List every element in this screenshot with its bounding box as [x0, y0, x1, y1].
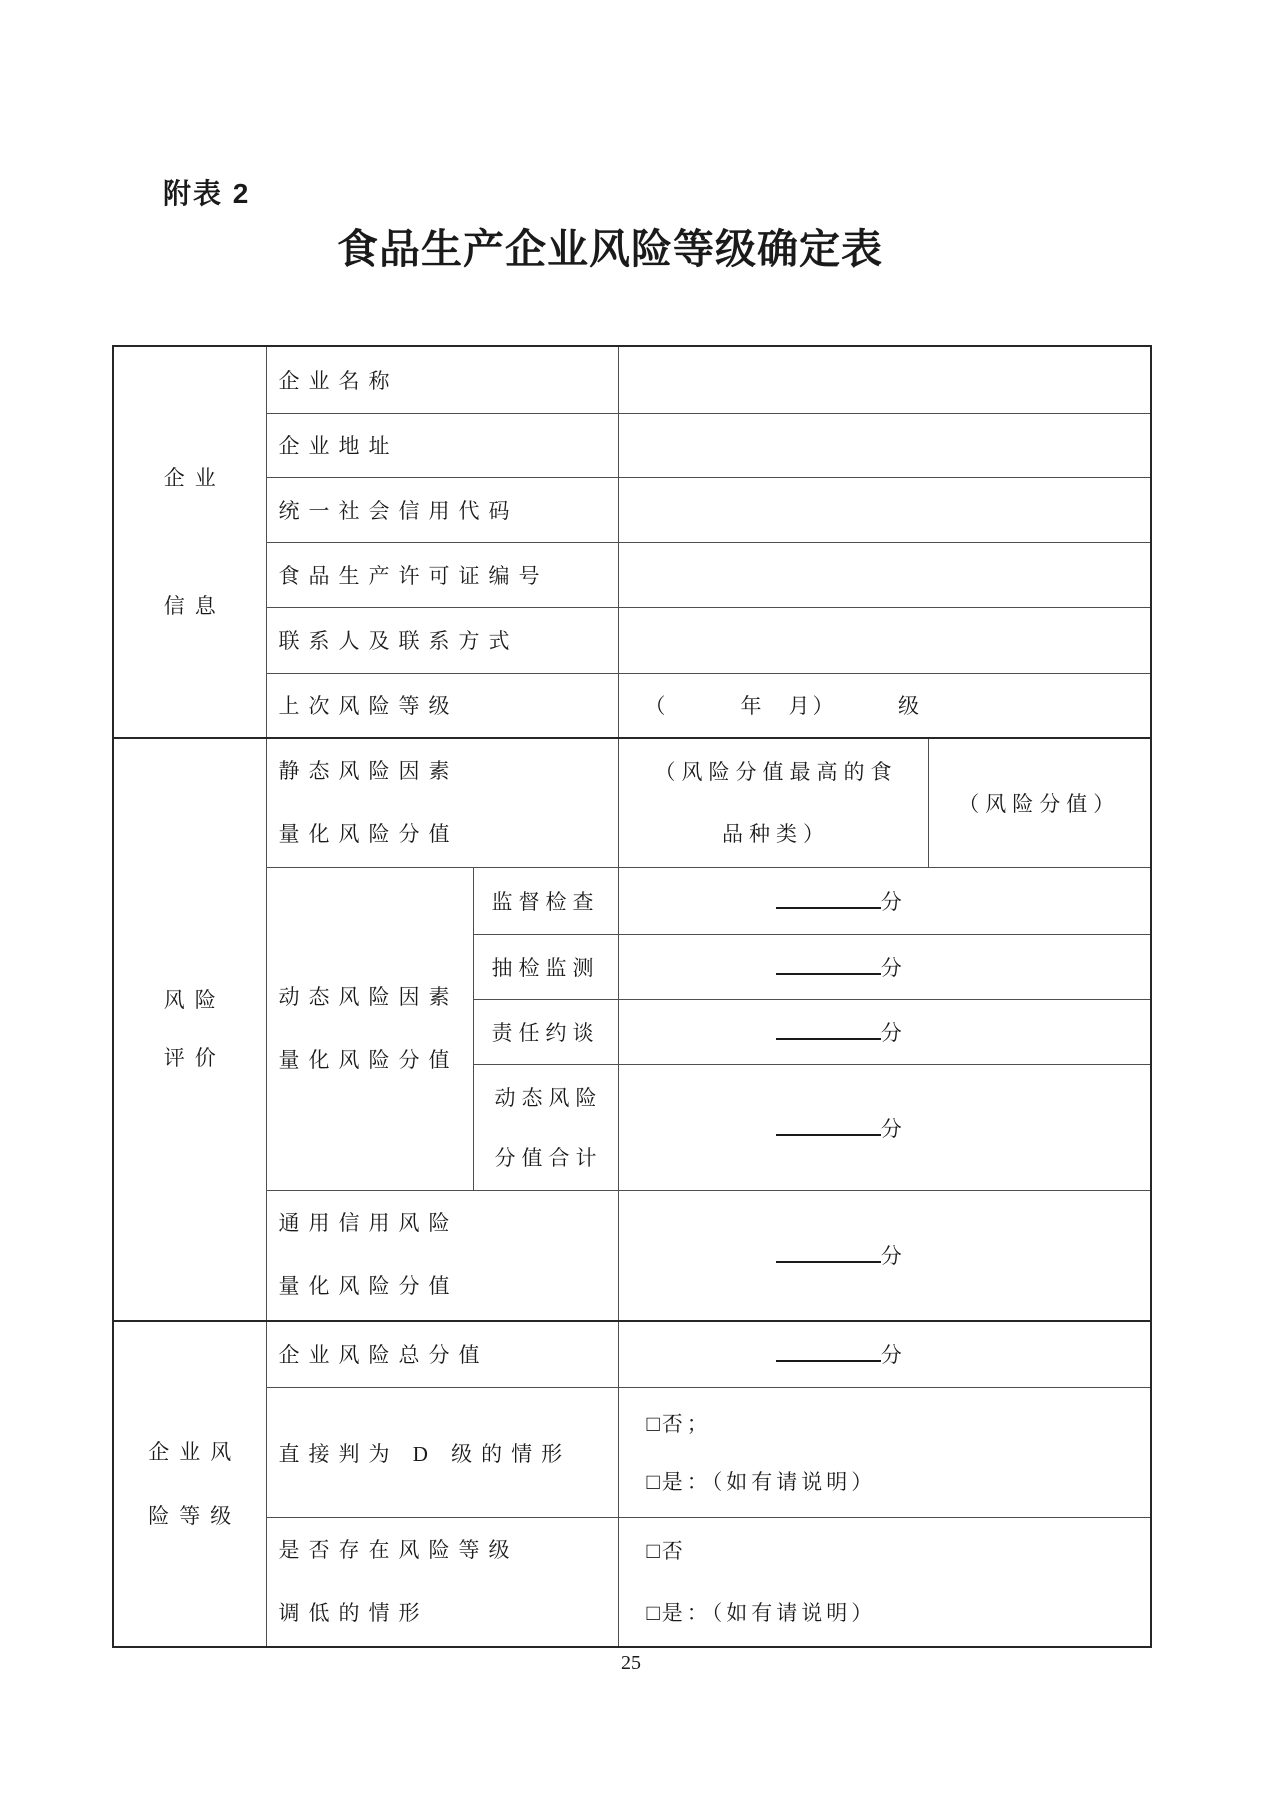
value-dynamic-total-score: 分: [618, 1065, 1151, 1191]
checkbox-icon: □: [646, 1600, 662, 1625]
value-contact: [618, 607, 1151, 673]
value-interview-score: 分: [618, 1000, 1151, 1065]
value-credit-code: [618, 477, 1151, 542]
group-label-line: 企业风: [148, 1439, 242, 1464]
label-dynamic-risk: 动态风险因素 量化风险分值: [266, 868, 473, 1191]
option-yes: □是：（如有请说明）: [646, 1468, 877, 1494]
checkbox-icon: □: [646, 1538, 662, 1563]
table-row: [113, 1321, 1151, 1388]
label-sampling-monitor: 抽检监测: [473, 935, 618, 1000]
table-row: [113, 1191, 1151, 1321]
table-row: [113, 673, 1151, 738]
risk-grade-table: [112, 345, 1152, 1648]
label-credit-code: 统一社会信用代码: [266, 477, 618, 542]
table-row: [113, 346, 1151, 413]
label-credit-risk: 通用信用风险 量化风险分值: [266, 1191, 618, 1321]
value-credit-risk-score: 分: [618, 1191, 1151, 1321]
value-enterprise-name: [618, 346, 1151, 413]
value-direct-d-grade: [618, 1388, 1151, 1518]
group-label-line: 险等级: [148, 1503, 242, 1528]
value-sampling-score: 分: [618, 935, 1151, 1000]
label-total-score: 企业风险总分值: [266, 1321, 618, 1388]
label-responsibility-interview: 责任约谈: [473, 1000, 618, 1065]
group-label-line: 信息: [163, 594, 226, 618]
label-contact: 联系人及联系方式: [266, 607, 618, 673]
group-label-line: 企业: [163, 466, 226, 490]
value-static-risk-score: （风险分值）: [928, 738, 1151, 868]
label-static-risk: 静态风险因素 量化风险分值: [266, 738, 618, 868]
value-downgrade-case: [618, 1518, 1151, 1648]
label-supervision-check: 监督检查: [473, 868, 618, 935]
page-number: 25: [621, 1652, 641, 1674]
page-title: 食品生产企业风险等级确定表: [337, 226, 883, 272]
value-enterprise-address: [618, 413, 1151, 477]
table-row: [113, 1388, 1151, 1518]
checkbox-icon: □: [646, 1410, 662, 1436]
label-enterprise-address: 企业地址: [266, 413, 618, 477]
table-row: [113, 1518, 1151, 1648]
option-no: □否；: [646, 1410, 712, 1436]
table-row: [113, 868, 1151, 935]
label-dynamic-total: 动态风险 分值合计: [473, 1065, 618, 1191]
table-row: [113, 542, 1151, 607]
group-label-line: 风险: [163, 988, 226, 1013]
group-enterprise-risk-grade: [113, 1321, 266, 1648]
label-last-risk-grade: 上次风险等级: [266, 673, 618, 738]
value-static-food-category: （风险分值最高的食 品种类）: [618, 738, 928, 868]
option-no: □否: [646, 1538, 687, 1563]
appendix-tag: 附表 2: [163, 178, 251, 209]
value-supervision-score: 分: [618, 868, 1151, 935]
value-license-number: [618, 542, 1151, 607]
group-label-line: 评价: [163, 1046, 226, 1071]
checkbox-icon: □: [646, 1468, 662, 1494]
group-risk-evaluation: [113, 738, 266, 1321]
label-enterprise-name: 企业名称: [266, 346, 618, 413]
label-license-number: 食品生产许可证编号: [266, 542, 618, 607]
label-direct-d-grade: 直接判为 D 级的情形: [266, 1388, 618, 1518]
blank-underline: [776, 953, 881, 975]
option-yes: □是：（如有请说明）: [646, 1600, 877, 1625]
blank-underline: [776, 1114, 881, 1136]
table-row: [113, 413, 1151, 477]
value-total-score: 分: [618, 1321, 1151, 1388]
value-last-risk-grade: （ 年 月） 级: [618, 673, 1151, 738]
blank-underline: [776, 1340, 881, 1362]
table-row: [113, 477, 1151, 542]
table-row: [113, 607, 1151, 673]
group-enterprise-info: [113, 346, 266, 738]
label-downgrade-case: 是否存在风险等级 调低的情形: [266, 1518, 618, 1648]
table-row: [113, 738, 1151, 868]
blank-underline: [776, 1018, 881, 1040]
blank-underline: [776, 1241, 881, 1263]
blank-underline: [776, 887, 881, 909]
